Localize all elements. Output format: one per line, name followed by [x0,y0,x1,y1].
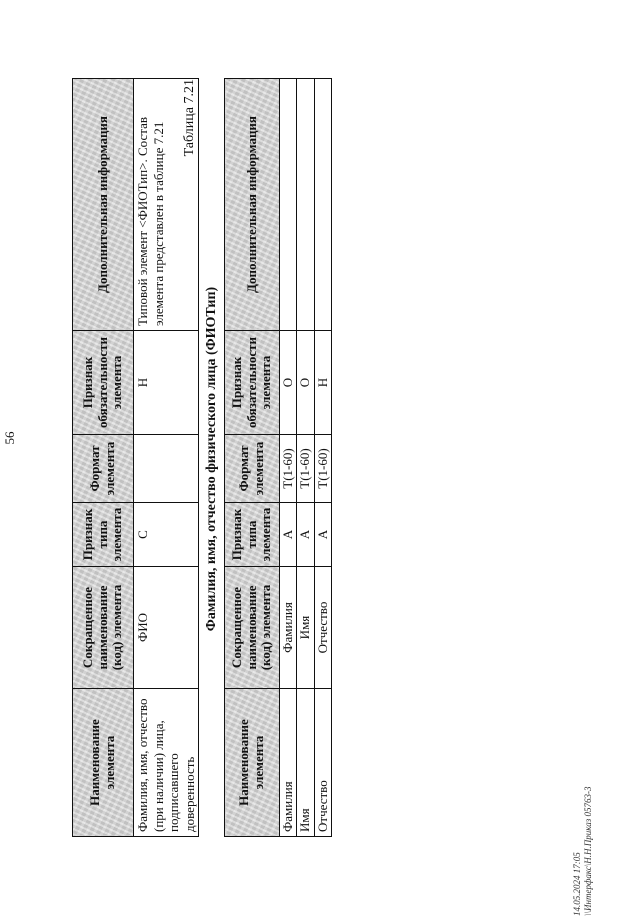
header-format: Формат элемента [73,435,134,503]
cell-type: А [297,503,314,567]
cell-info [280,79,297,331]
cell-name: Имя [297,689,314,837]
cell-code: Фамилия [280,567,297,689]
cell-format: T(1-60) [297,435,314,503]
cell-type: С [134,503,199,567]
cell-name: Фамилия [280,689,297,837]
table-header-row [225,79,280,837]
table-row [314,79,331,837]
cell-info [314,79,331,331]
stamp-path: \\Интерфакс\Н.Н.Приказ 05763-3 [582,786,593,916]
cell-info [297,79,314,331]
header-code: Сокращенное наименование (код) элемента [225,567,280,689]
fio-type-table [224,78,332,837]
header-name: Наименование элемента [73,689,134,837]
cell-name: Отчество [314,689,331,837]
cell-type: А [314,503,331,567]
cell-required: Н [314,331,331,435]
cell-name: Фамилия, имя, отчество (при наличии) лица, подписавшего доверенность [134,689,199,837]
stamp-date: 14.05.2024 17:05 [572,852,582,916]
cell-code: Имя [297,567,314,689]
header-required: Признак обязательности элемента [73,331,134,435]
header-name: Наименование элемента [225,689,280,837]
header-info: Дополнительная информация [225,79,280,331]
table-title: Фамилия, имя, отчество физического лица (ФИОТип) [204,286,219,632]
header-type: Признак типа элемента [73,503,134,567]
header-required: Признак обязательности элемента [225,331,280,435]
element-table-top [72,78,199,837]
header-info: Дополнительная информация [73,79,134,331]
header-type: Признак типа элемента [225,503,280,567]
table-header-row [73,79,134,837]
cell-format: T(1-60) [314,435,331,503]
header-code: Сокращенное наименование (код) элемента [73,567,134,689]
cell-type: А [280,503,297,567]
cell-code: Отчество [314,567,331,689]
cell-required: О [297,331,314,435]
cell-format [134,435,199,503]
cell-code: ФИО [134,567,199,689]
table-row [280,79,297,837]
table-caption: Таблица 7.21 [182,79,197,157]
cell-required: Н [134,331,199,435]
cell-format: T(1-60) [280,435,297,503]
page-number: 56 [2,431,17,445]
print-stamp [572,787,594,916]
cell-info: Типовой элемент <ФИОТип>. Состав элемента представлен в таблице 7.21 [134,79,199,331]
cell-required: О [280,331,297,435]
header-format: Формат элемента [225,435,280,503]
table-row [297,79,314,837]
